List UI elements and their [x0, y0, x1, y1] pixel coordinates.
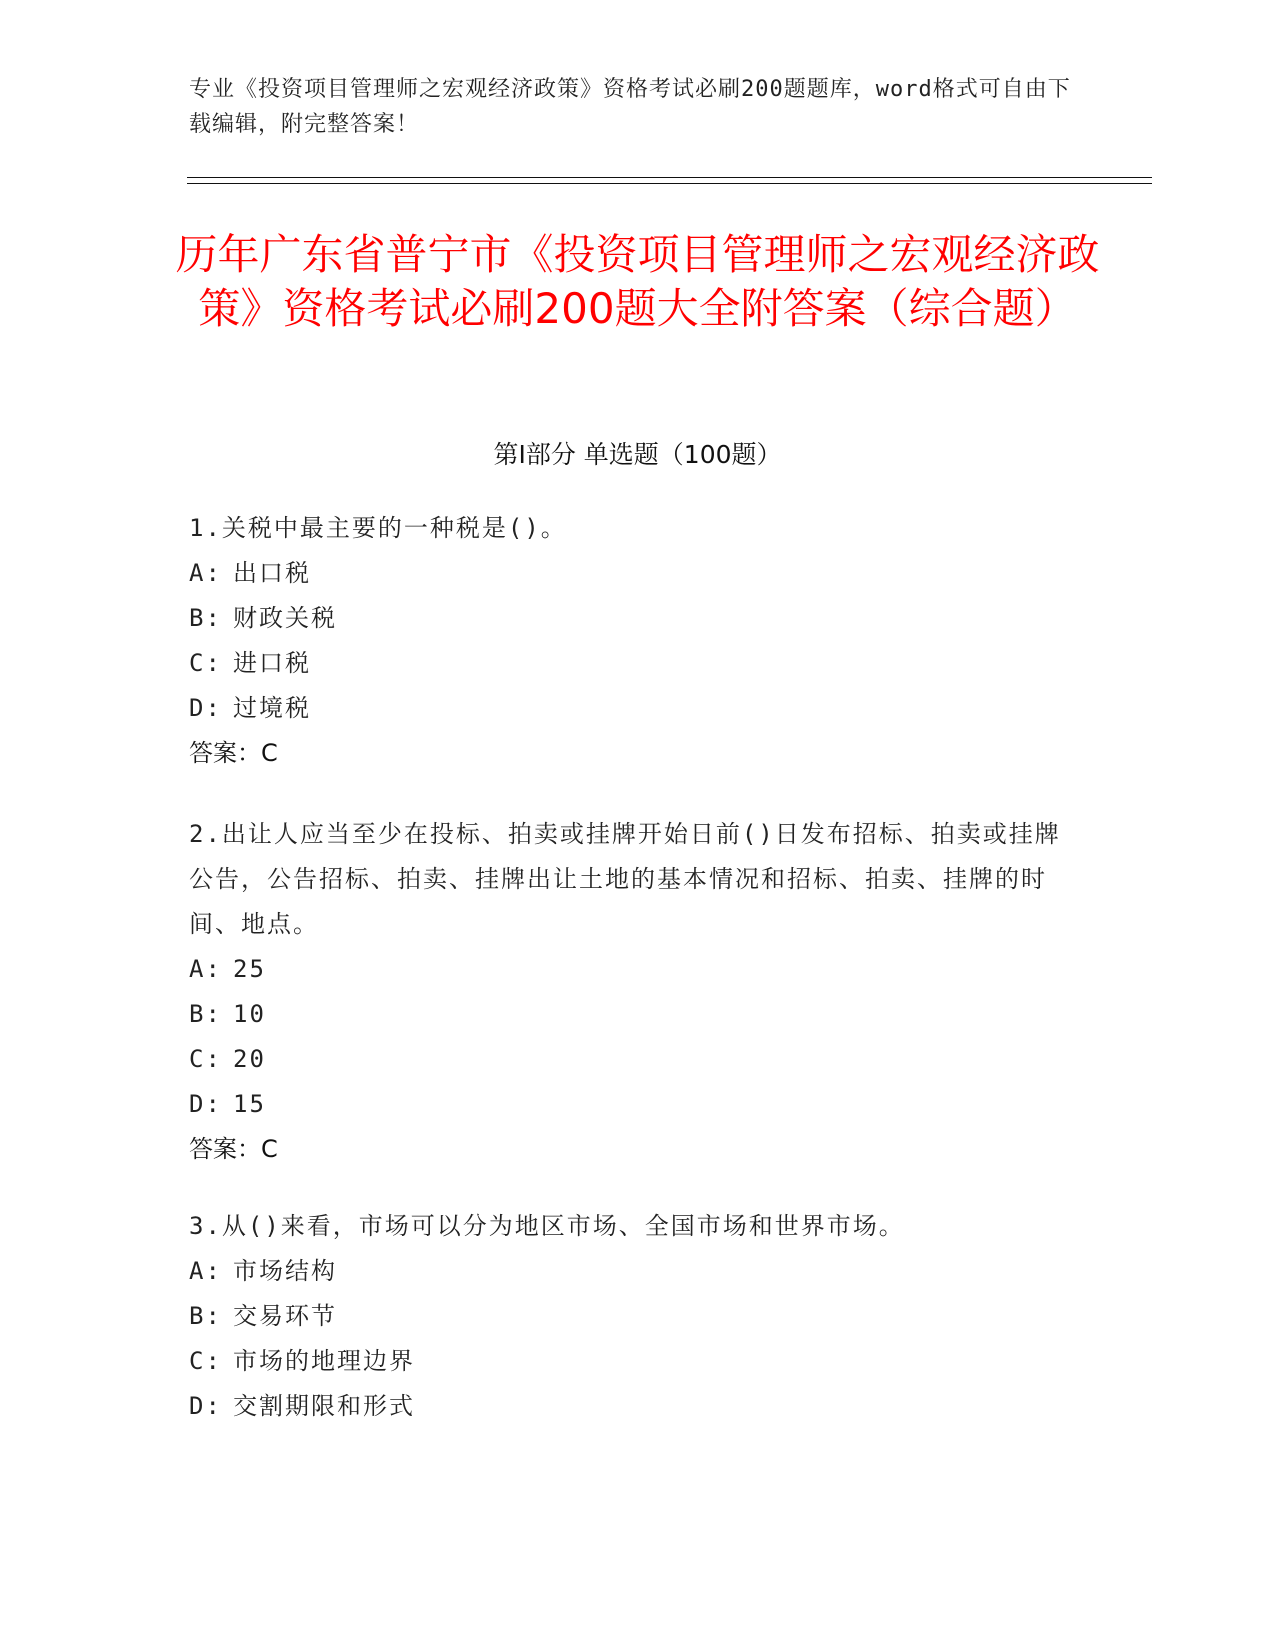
- header-note: 专业《投资项目管理师之宏观经济政策》资格考试必刷200题题库，word格式可自由下载编辑，附完整答案！: [189, 77, 1071, 137]
- question-text: 2.出让人应当至少在投标、拍卖或挂牌开始日前()日发布招标、拍卖或挂牌公告，公告招标、拍卖、挂牌出让土地的基本情况和招标、拍卖、挂牌的时间、地点。: [189, 820, 1061, 938]
- option-d: [189, 686, 1069, 731]
- option-d: [189, 1384, 1069, 1429]
- option-d: [189, 1082, 1069, 1127]
- option-c: [189, 1037, 1069, 1082]
- option-label: A:: [189, 559, 222, 587]
- option-text: 过境税: [233, 694, 311, 722]
- option-a: [189, 551, 1069, 596]
- question-2: [189, 812, 1069, 1172]
- option-b: [189, 596, 1069, 641]
- option-text: 25: [233, 955, 266, 983]
- question-1: [189, 506, 1069, 776]
- option-label: C:: [189, 1045, 222, 1073]
- option-c: [189, 641, 1069, 686]
- option-label: A:: [189, 1257, 222, 1285]
- option-label: D:: [189, 1392, 222, 1420]
- question-3: [189, 1204, 1069, 1429]
- answer-line: 答案：C: [189, 739, 278, 767]
- option-c: [189, 1339, 1069, 1384]
- document-title: 历年广东省普宁市《投资项目管理师之宏观经济政策》资格考试必刷200题大全附答案（综合题）: [175, 230, 1100, 333]
- option-text: 15: [233, 1090, 266, 1118]
- header-divider-bottom: [187, 183, 1152, 184]
- option-text: 交易环节: [233, 1302, 337, 1330]
- section-title: 第Ⅰ部分 单选题（100题）: [493, 440, 782, 469]
- option-text: 20: [233, 1045, 266, 1073]
- option-label: C:: [189, 1347, 222, 1375]
- option-a: [189, 1249, 1069, 1294]
- option-b: [189, 992, 1069, 1037]
- option-b: [189, 1294, 1069, 1339]
- option-text: 交割期限和形式: [233, 1392, 415, 1420]
- option-a: [189, 947, 1069, 992]
- question-text: 3.从()来看，市场可以分为地区市场、全国市场和世界市场。: [189, 1212, 905, 1240]
- option-text: 市场结构: [233, 1257, 337, 1285]
- header-divider-top: [187, 177, 1152, 178]
- answer-line: 答案：C: [189, 1135, 278, 1163]
- option-text: 进口税: [233, 649, 311, 677]
- question-text: 1.关税中最主要的一种税是()。: [189, 514, 567, 542]
- option-label: B:: [189, 1302, 222, 1330]
- option-label: C:: [189, 649, 222, 677]
- option-text: 10: [233, 1000, 266, 1028]
- option-text: 出口税: [233, 559, 311, 587]
- option-label: D:: [189, 694, 222, 722]
- option-text: 财政关税: [233, 604, 337, 632]
- option-label: B:: [189, 1000, 222, 1028]
- option-label: B:: [189, 604, 222, 632]
- option-label: A:: [189, 955, 222, 983]
- option-label: D:: [189, 1090, 222, 1118]
- option-text: 市场的地理边界: [233, 1347, 415, 1375]
